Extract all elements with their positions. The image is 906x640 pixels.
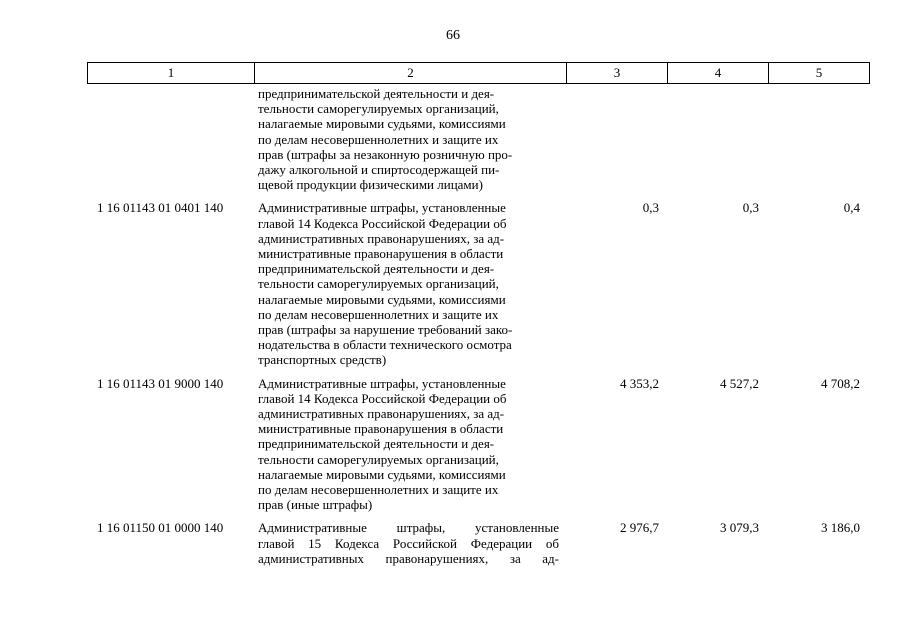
value-col-4: 4 527,2 (720, 375, 759, 391)
table-row (87, 520, 866, 566)
value-col-4: 0,3 (742, 200, 759, 216)
row-description: Административные штрафы, установленные главой 15 Кодекса Российской Федерации об административных правонарушениях, за ад- (258, 520, 559, 566)
column-header-year-3: 5 (769, 63, 870, 84)
budget-code: 1 16 01150 01 0000 140 (97, 520, 224, 536)
table-row (87, 200, 866, 367)
column-header-row (88, 63, 870, 84)
column-header-year-1: 3 (567, 63, 668, 84)
column-header-description: 2 (255, 63, 567, 84)
budget-code: 1 16 01143 01 9000 140 (97, 375, 224, 391)
value-col-4: 3 079,3 (720, 520, 759, 536)
column-header-table (87, 62, 870, 84)
budget-code: 1 16 01143 01 0401 140 (97, 200, 224, 216)
column-header-code: 1 (88, 63, 255, 84)
page-number: 66 (446, 28, 460, 43)
value-col-3: 2 976,7 (620, 520, 659, 536)
table-row (87, 86, 866, 192)
row-description: Административные штрафы, установленные главой 14 Кодекса Российской Федерации об административных правонарушениях, за ад- министративные правонарушения в области предпринимательской деятельности и дея- тельности саморегулируемых организаций, налагаемые мировыми судьями, комиссиями по делам несовершеннолетних и защите их прав (иные штрафы) (258, 375, 507, 513)
table-row (87, 376, 866, 513)
value-col-3: 4 353,2 (620, 375, 659, 391)
value-col-5: 0,4 (843, 200, 860, 216)
value-col-5: 4 708,2 (821, 375, 860, 391)
column-header-year-2: 4 (668, 63, 769, 84)
table-body (87, 86, 866, 566)
row-description: предпринимательской деятельности и дея- тельности саморегулируемых организаций, налагаемые мировыми судьями, комиссиями по делам несовершеннолетних и защите их прав (штрафы за незаконную розничную про- дажу алкогольной и спиртосодержащей пи- щевой продукции физическими лицами) (258, 86, 513, 193)
row-description: Административные штрафы, установленные главой 14 Кодекса Российской Федерации об административных правонарушениях, за ад- министративные правонарушения в области предпринимательской деятельности и дея- тельности саморегулируемых организаций, налагаемые мировыми судьями, комиссиями по делам несовершеннолетних и защите их прав (штрафы за нарушение требований зако- нодательства в области технического осмотра транспортных средств) (258, 200, 513, 368)
value-col-5: 3 186,0 (821, 520, 860, 536)
value-col-3: 0,3 (642, 200, 659, 216)
